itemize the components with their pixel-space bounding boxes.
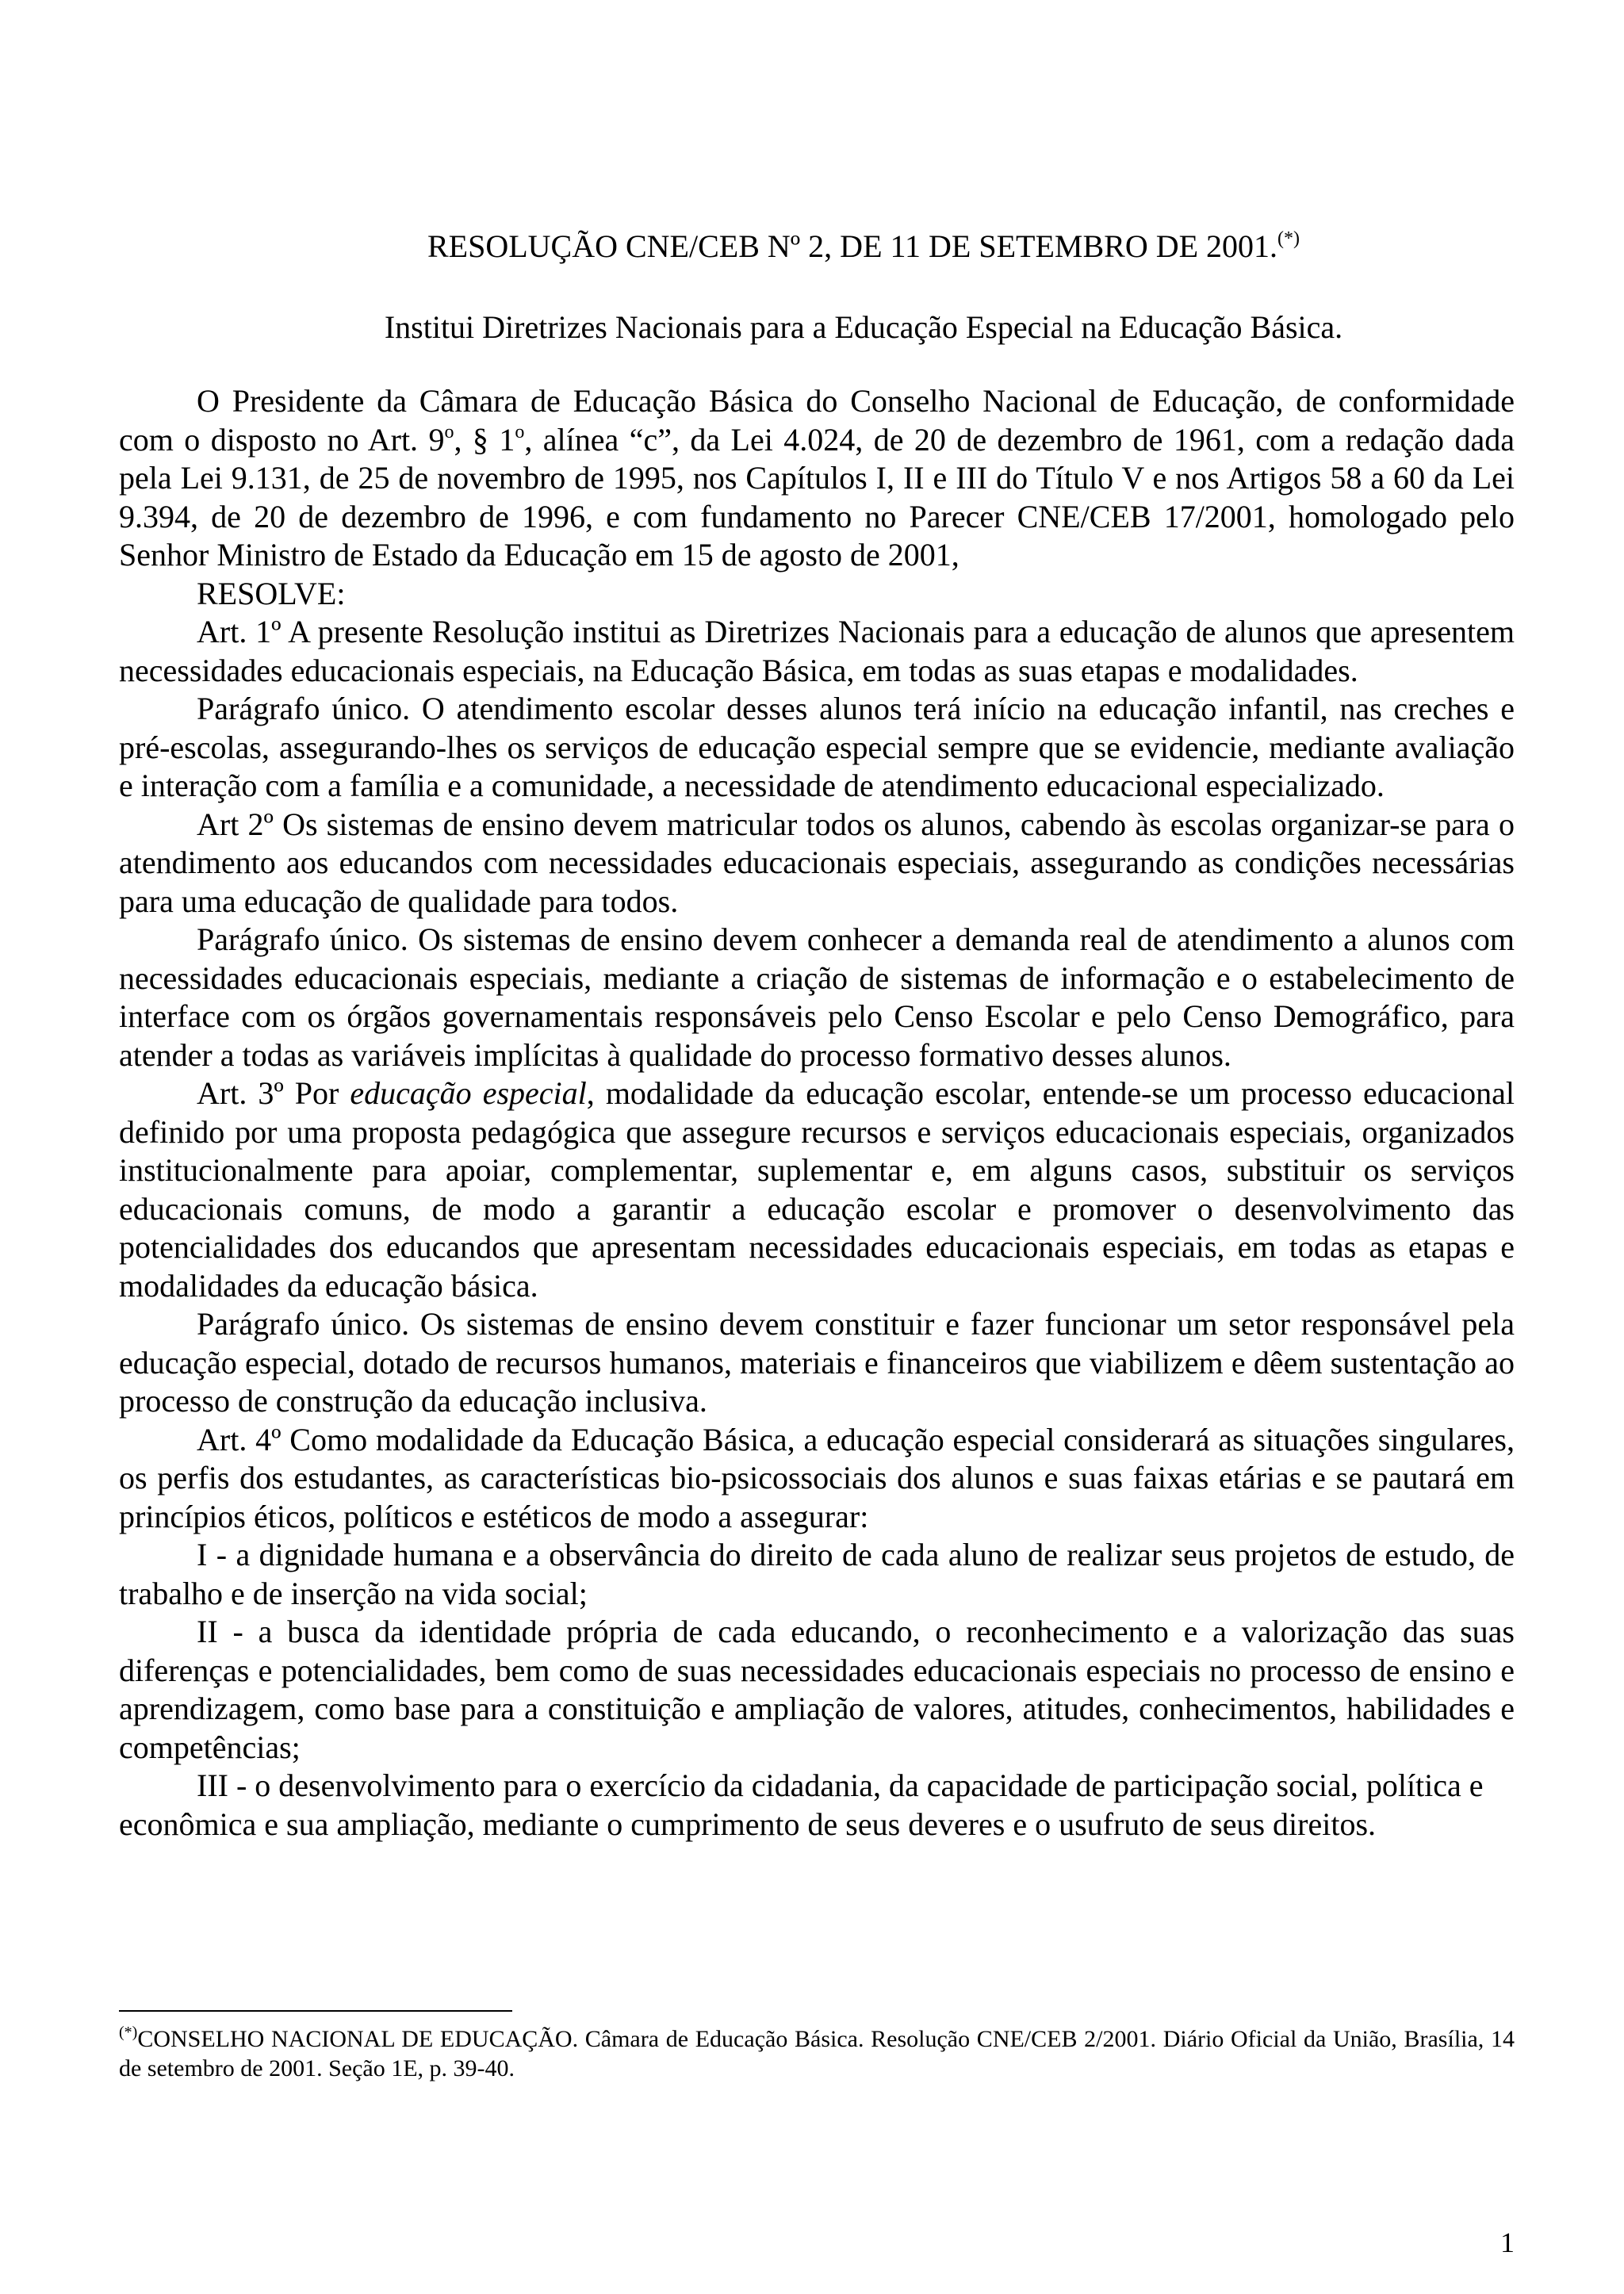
footnote-text: CONSELHO NACIONAL DE EDUCAÇÃO. Câmara de Educação Básica. Resolução CNE/CEB 2/2001. Diário Oficial da União, Brasília, 14 de setembro de 2001. Seção 1E, p. 39-40. [119, 2026, 1515, 2081]
resolution-subtitle: Institui Diretrizes Nacionais para a Educação Especial na Educação Básica. [384, 309, 1343, 345]
article-3-rest: , modalidade da educação escolar, entende-se um processo educacional definido por uma proposta pedagógica que assegure recursos e serviços educacionais especiais, organizados institucionalmente para apoiar, complementar, suplementar e, em alguns casos, substituir os serviços educacionais comuns, de modo a garantir a educação escolar e promover o desenvolvimento das potencialidades dos educandos que apresentam necessidades educacionais especiais, em todas as etapas e modalidades da educação básica. [119, 1075, 1515, 1304]
article-3-term: educação especial [350, 1075, 587, 1111]
article-4-item-ii: II - a busca da identidade própria de cada educando, o reconhecimento e a valorização das suas diferenças e potencialidades, bem como de suas necessidades educacionais especiais no processo de ensino e aprendizagem, como base para a constituição e ampliação de valores, atitudes, conhecimentos, habilidades e competências; [119, 1614, 1515, 1765]
preamble-text-1: O Presidente da Câmara de Educação Básica do Conselho Nacional de Educação, de conformidade com o disposto no Art. 9 [119, 383, 1515, 458]
footnote [119, 2024, 1515, 2083]
article-4: Art. 4º Como modalidade da Educação Básica, a educação especial considerará as situações singulares, os perfis dos estudantes, as características bio-psicossociais dos alunos e suas faixas etárias e se pautará em princípios éticos, políticos e estéticos de modo a assegurar: [119, 1421, 1515, 1534]
preamble-sup-1: o [444, 421, 454, 442]
article-4-item-iii: III - o desenvolvimento para o exercício da cidadania, da capacidade de participação social, política e econômica e sua ampliação, mediante o cumprimento de seus deveres e o usufruto de seus direitos. [119, 1767, 1484, 1842]
preamble-paragraph [119, 382, 1515, 575]
article-3 [119, 1074, 1515, 1305]
preamble-text-2: , § 1 [454, 421, 515, 458]
preamble-text-3: , alínea “c”, da Lei 4.024, de 20 de dezembro de 1961, com a redação dada pela Lei 9.131, de 25 de novembro de 1995, nos Capítulos I, II e III do Título V e nos Artigos 58 a 60 da Lei 9.394, de 20 de dezembro de 1996, e com fundamento no Parecer CNE/CEB 17/2001, homologado pelo Senhor Ministro de Estado da Educação em 15 de agosto de 2001, [119, 421, 1515, 573]
resolve-line: RESOLVE: [197, 575, 346, 611]
article-2-paragraph: Parágrafo único. Os sistemas de ensino devem conhecer a demanda real de atendimento a alunos com necessidades educacionais especiais, mediante a criação de sistemas de informação e o estabelecimento de interface com os órgãos governamentais responsáveis pelo Censo Escolar e pelo Censo Demográfico, para atender a todas as variáveis implícitas à qualidade do processo formativo desses alunos. [119, 921, 1515, 1073]
title-footnote-mark: (*) [1277, 228, 1300, 249]
article-1-paragraph: Parágrafo único. O atendimento escolar desses alunos terá início na educação infantil, nas creches e pré-escolas, assegurando-lhes os serviços de educação especial sempre que se evidencie, mediante avaliação e interação com a família e a comunidade, a necessidade de atendimento educacional especializado. [119, 691, 1515, 803]
article-3-paragraph: Parágrafo único. Os sistemas de ensino devem constituir e fazer funcionar um setor responsável pela educação especial, dotado de recursos humanos, materiais e financeiros que viabilizem e dêem sustentação ao processo de construção da educação inclusiva. [119, 1306, 1515, 1419]
page-number: 1 [1500, 2227, 1515, 2258]
article-1: Art. 1º A presente Resolução institui as Diretrizes Nacionais para a educação de alunos que apresentem necessidades educacionais especiais, na Educação Básica, em todas as suas etapas e modalidades. [119, 614, 1515, 688]
article-4-item-i: I - a dignidade humana e a observância do direito de cada aluno de realizar seus projetos de estudo, de trabalho e de inserção na vida social; [119, 1537, 1515, 1611]
title-text: RESOLUÇÃO CNE/CEB Nº 2, DE 11 DE SETEMBRO DE 2001. [427, 228, 1278, 264]
article-3-lead: Art. 3º Por [197, 1075, 350, 1111]
document-body [119, 382, 1515, 1844]
resolution-title [0, 227, 1624, 266]
footnote-mark: (*) [119, 2024, 138, 2041]
footnote-separator [119, 2010, 512, 2012]
preamble-sup-2: o [515, 421, 525, 442]
article-2: Art 2º Os sistemas de ensino devem matricular todos os alunos, cabendo às escolas organizar-se para o atendimento aos educandos com necessidades educacionais especiais, assegurando as condições necessárias para uma educação de qualidade para todos. [119, 806, 1515, 919]
